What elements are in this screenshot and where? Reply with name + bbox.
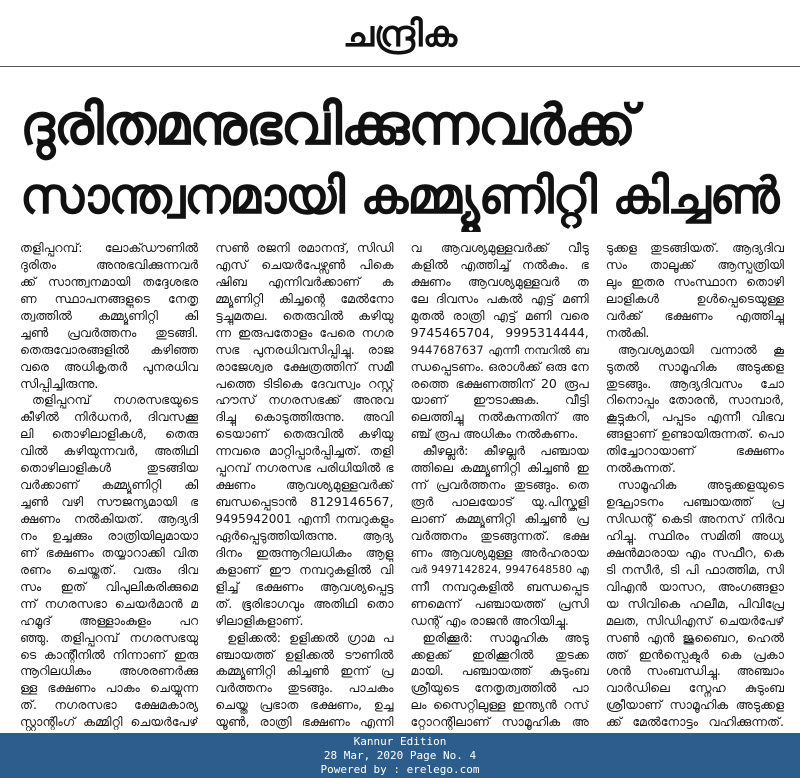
article-headline [20, 92, 782, 232]
article-line: ലം സൈറ്റിലുള്ള ഇന്ത്യൻ റസ് [410, 697, 589, 713]
article-line: ഹമൂദ് അള്ളാംകുളം പറ [20, 612, 199, 628]
article-line: നൽകി. [605, 324, 650, 340]
article-line: ദിച്ചു കൊടുത്തിരുന്നു. അവി [215, 409, 394, 425]
article-line: നം ഉച്ചക്കും രാത്രിയിലുമായാ [20, 527, 199, 543]
article-paragraph [20, 240, 198, 392]
article-paragraph [606, 342, 784, 478]
article-line: ലേ ദിവസം പകൽ എട്ട് മണി [410, 290, 589, 306]
article-line: ഴിലാളികളാണ്. [215, 612, 304, 628]
article-line: ത്തിലെ കമ്മ്യൂണിറ്റി കിച്ചൺ ഇ [410, 460, 589, 476]
article-line: യാണ് ഈടാക്കുക. വീട്ടി [410, 392, 589, 408]
article-line: ശ്രീയാണ് സാമൂഹിക അടുക്കള [605, 697, 784, 713]
newspaper-masthead: ചന്ദ്രിക [342, 14, 458, 55]
article-body [20, 240, 784, 732]
article-line: ന്നൂറിലധികം അശരണർക്കു [20, 663, 199, 679]
article-line: ലാണ് കമ്മ്യൂണിറ്റി കിച്ചൺ പ്ര [410, 511, 589, 526]
masthead-divider [0, 66, 800, 67]
article-line: സിപ്പിച്ചിരുന്നു. [20, 375, 99, 391]
article-line: രാജേശ്വര ക്ഷേത്രത്തിന് സമീ [215, 358, 394, 374]
article-line: ച്ചൺ പ്രവർത്തനം തുടങ്ങി. [20, 324, 199, 340]
article-line: ങ്ങളാണ് ഉണ്ടായിരുന്നത്. പൊ [605, 426, 784, 442]
article-line: വർക്ക് ഭക്ഷണം എത്തിച്ചു [605, 307, 784, 323]
article-line: ഉളിക്കൽ: ഉളിക്കൽ ഗ്രാമ പ [227, 629, 394, 645]
article-line: ഞ്ഞു. തളിപ്പറമ്പ് നഗരസഭയു [20, 629, 199, 645]
article-line: മലത, സിഡിഎസ് ചെയർപേഴ് [605, 613, 784, 628]
article-line: ടി നസീർ, ടി പി ഫാത്തിമ, സി [605, 561, 784, 577]
article-line: സിഡന്റ് കെടി അനസ് നിർവ [605, 511, 784, 526]
article-line: തുടങ്ങും. ആദ്യദിവസം ചോ [605, 375, 784, 391]
article-line: ടെ കാന്റീനിൽ നിന്നാണ് ഇരു [20, 646, 199, 662]
article-line: സൺ രജനി രമാനന്ദ്, സിഡി [215, 240, 394, 255]
article-line: ക്ഷണം ആവശ്യമുള്ളവർ ത [410, 273, 589, 289]
article-line: ക്ഷണം ആവശ്യമുള്ളവർക്ക് [215, 477, 394, 493]
article-line: വർത്തനം തുടങ്ങും. പാചകം [215, 680, 394, 696]
article-line: പത്തെ ടിടികെ ദേവസ്വം റസ്റ്റ് [215, 375, 394, 391]
article-line: ടുതൽ സാമൂഹിക അടുക്കള [605, 358, 784, 374]
article-line: സം താലൂക്ക് ആസ്പത്രിയി [605, 256, 784, 272]
article-line: ലി തൊഴിലാളികൾ, തെരു [20, 426, 199, 442]
article-line: ദുരിതം അനുഭവിക്കുന്നവർ [20, 256, 199, 272]
article-line: കമ്മ്യൂണിറ്റി കിച്ചൺ ഇന്ന് പ്ര [215, 663, 394, 679]
article-line: ദിനം ഇരുന്നൂറിലധികം ആളു [215, 544, 394, 560]
article-line: നൽകുന്നത്. [605, 460, 676, 476]
article-line: ചെയ്ത പ്രഭാത ഭക്ഷണം, ഉച്ച [215, 697, 394, 713]
article-paragraph [20, 392, 198, 731]
article-line: ട്ടച്ചുമതല. തെരുവിൽ കഴിയു [215, 307, 394, 323]
article-line: മ്മ്യൂണിറ്റി കിച്ചന്റെ മേൽനോ [215, 290, 394, 306]
article-line: ഡന്റ് എം രാജൻ അറിയിച്ചു. [410, 612, 569, 628]
article-line: ഹൗസ് നഗരസഭക്ക് അനുവ [215, 392, 394, 408]
article-line: ശൻ സംബന്ധിച്ചു. അഞ്ചാം [605, 663, 784, 679]
article-line: ത്ത് ഇൻസ്പെക്ടർ കെ പ്രകാ [605, 646, 784, 662]
article-line: തെരുവോരങ്ങളിൽ കഴിഞ്ഞ [20, 341, 199, 357]
article-line: രത്തെ ഭക്ഷണത്തിന് 20 രൂപ [410, 375, 589, 391]
article-paragraph [411, 443, 589, 629]
article-line: പ്പറമ്പ് നഗരസഭ പരിധിയിൽ ഭ [215, 460, 394, 476]
article-line: തളിപ്പറമ്പ് നഗരസഭയുടെ [32, 392, 199, 408]
article-line: കളാണ് ഈ നമ്പറുകളിൽ വി [215, 561, 394, 577]
footer-edition: Kannur Edition [353, 735, 447, 748]
article-line: ക്ക് മേൽനോട്ടം വഹിക്കുന്നത്. [605, 714, 784, 730]
article-paragraph [606, 240, 784, 342]
article-line: ലും ഇതര സംസ്ഥാന തൊഴി [605, 273, 784, 289]
article-line: രൂർ പാലയോട് യു.പിസ്കൂളി [410, 494, 589, 510]
article-line: ടുക്കള തുടങ്ങിയത്. ആദ്യദിവ [605, 240, 784, 255]
article-line: ത്. ഭൂരിഭാഗവും അതിഥി തൊ [215, 595, 394, 611]
article-line: 9447687637 എന്നീ നമ്പറിൽ ബ [410, 342, 589, 357]
article-line: വിൽ കഴിയുന്നവർ, അതിഥി [20, 443, 199, 459]
article-line: ടെയാണ് തെരുവിൽ കഴിയു [215, 426, 394, 442]
article-line: ഞ്ച് രൂപ അധികം നൽകണം. [410, 426, 579, 442]
article-line: ന്ന് പ്രവർത്തനം തുടങ്ങും. തെ [410, 477, 589, 493]
article-paragraph [411, 630, 589, 732]
article-line: ന്ന ഇരുപതോളം പേരെ നഗര [215, 324, 394, 340]
article-line: ലാളികൾ ഉൾപ്പെടെയുള്ള [605, 290, 784, 306]
article-line: വാർഡിലെ സ്നേഹ കുടുംബ [605, 680, 784, 696]
article-line: ശ്രീയുടെ നേതൃത്വത്തിൽ പാ [410, 680, 589, 696]
article-line: ന്ധപ്പെടണം. ഒരാൾക്ക് ഒരു നേ [410, 358, 589, 374]
footer-date-page: 28 Mar, 2020 Page No. 4 [323, 749, 477, 762]
article-column [215, 240, 393, 732]
article-line: ന്നീ നമ്പറുകളിൽ ബന്ധപ്പെട [410, 578, 589, 594]
article-line: വർത്തനം തുടങ്ങുന്നത്. ഭക്ഷ [410, 527, 589, 543]
article-line: ക്ക് സാന്ത്വനമായി തദ്ദേശഭര [20, 273, 199, 289]
article-line: ആവശ്യമായി വന്നാൽ കൂ [617, 341, 784, 357]
article-line: ത്വത്തിൽ കമ്മ്യൂണിറ്റി കി [20, 307, 199, 323]
article-line: ണമെന്ന് പഞ്ചായത്ത് പ്രസി [410, 595, 589, 611]
article-column [411, 240, 589, 732]
article-line: വ ആവശ്യമുള്ളവർക്ക് വീടു [410, 240, 589, 255]
article-line: തിച്ചോറായാണ് ഭക്ഷണം [605, 443, 784, 459]
article-line: തൊഴിലാളികൾ തുടങ്ങിയ [20, 460, 199, 476]
article-line: യൂൺ, രാത്രി ഭക്ഷണം എന്നി [215, 714, 394, 730]
article-line: ലെത്തിച്ചു നൽകുന്നതിന് അ [410, 409, 589, 425]
article-line: ണ് ഭക്ഷണം തയ്യാറാക്കി വിത [20, 544, 199, 560]
article-line: മായി. പഞ്ചായത്ത് കുടുംബ [410, 663, 589, 679]
article-line: മുതൽ രാത്രി എട്ട് മണി വരെ [410, 307, 589, 323]
article-column [606, 240, 784, 732]
article-line: ഇരിക്കൂർ: സാമൂഹിക അടു [422, 629, 589, 645]
article-line: രണം ചെയ്തത്. വരും ദിവ [20, 561, 199, 577]
article-line: 9745465704, 9995314444, [410, 324, 589, 340]
article-line: ഉദ്ഘാടനം പഞ്ചായത്ത് പ്ര [605, 494, 784, 510]
article-line: കൂട്ടുകറി, പപ്പടം എന്നീ വിഭവ [605, 409, 784, 425]
article-line: റ്റോറന്റിലാണ് സാമൂഹിക അ [410, 714, 589, 730]
article-line: ഏർപ്പെടുത്തിയിരുന്നു. ആദ്യ [215, 527, 394, 543]
article-line: കീഴിൽ നിർധനർ, ദിവസക്കൂ [20, 409, 199, 425]
article-line: സഭ പുനരധിവസിപ്പിച്ചു. രാജ [215, 341, 394, 357]
article-line: ളിച്ച് ഭക്ഷണം ആവശ്യപ്പെട്ട [215, 578, 394, 594]
article-line: തളിപ്പറമ്പ്: ലോക്ഡൗണിൽ [20, 240, 199, 255]
article-line: ക്ഷണം നൽകിയത്. ആദ്യദി [20, 511, 199, 526]
article-line: സൺ എൻ ജുബൈറ, ഹെൽ [605, 629, 784, 645]
article-column [20, 240, 198, 732]
article-paragraph [215, 630, 393, 732]
footer-powered-by: Powered by : erelego.com [320, 763, 480, 776]
article-line: ക്കളക്ക് ഇരിക്കൂറിൽ തുടക്ക [410, 646, 589, 662]
article-line: സ്റ്റാന്റിംഗ് കമ്മിറ്റി ചെയർപേഴ് [20, 714, 199, 730]
article-line: കളിൽ എത്തിച്ച് നൽകും. ഭ [410, 256, 589, 272]
article-line: ഷിബ എന്നിവർക്കാണ് ക [215, 273, 394, 289]
article-line: ത്. നഗരസഭാ ക്ഷേമകാര്യ [20, 697, 199, 713]
article-line: ക്ഷൻമാരായ എം സഫീറ, കെ [605, 544, 784, 560]
article-line: സം ഇത് വിപുലികരിക്കുമെ [20, 578, 199, 594]
article-line: ണ സ്ഥാപനങ്ങളുടെ നേതൃ [20, 290, 199, 306]
article-line: വർക്കാണ് കമ്മ്യൂണിറ്റി കി [20, 477, 199, 493]
article-line: ച്ചൺ വഴി സൗജന്യമായി ഭ [20, 494, 199, 510]
article-line: ണം ആവശ്യമുള്ള അർഹരായ [410, 544, 589, 560]
article-line: 9495942001 എന്നീ നമ്പറുകളും [215, 512, 394, 526]
article-line: വർ 9497142824, 9947648580 എ [410, 563, 589, 576]
article-line: വിഎൻ യാസറ, അംഗങ്ങളാ [605, 578, 784, 594]
article-line: സാമൂഹിക അടുക്കളയുടെ [617, 477, 784, 493]
article-paragraph [411, 240, 589, 443]
article-line: ന്നവരെ മാറ്റിപ്പാർപ്പിച്ചത്. തളി [215, 443, 394, 459]
article-paragraph [215, 240, 393, 630]
edition-footer [0, 733, 800, 778]
article-line: ബന്ധപ്പെടാൻ 8129146567, [215, 494, 394, 510]
headline-line-1: ദുരിതമനുഭവിക്കുന്നവർക്ക് [20, 93, 636, 158]
article-line: ഞ്ചായത്ത് ഉളിക്കൽ ടൗണിൽ [215, 646, 394, 662]
article-line: ന്ന് നഗരസഭാ ചെയർമാൻ മ [20, 595, 199, 611]
article-line: എസ് ചെയർപേഴ്സൺ പികെ [215, 256, 394, 272]
article-line: വരെ അധികൃതർ പുനരധിവ [20, 358, 199, 374]
article-paragraph [606, 477, 784, 731]
article-line: കീഴല്ലൂർ: കീഴല്ലൂർ പഞ്ചായ [422, 443, 589, 459]
article-line: ള്ള ഭക്ഷണം പാകം ചെയ്യുന്ന [20, 680, 199, 696]
article-line: ഹിച്ചു. സ്ഥിരം സമിതി അധ്യ [605, 527, 784, 543]
article-line: റിനൊപ്പം തോരൻ, സാമ്പാർ, [605, 392, 784, 408]
article-line: യ സിവികെ ഹലീമ, പിവിപ്രേ [605, 595, 784, 611]
headline-line-2: സാന്ത്വനമായി കമ്മ്യൂണിറ്റി കിച്ചൺ [20, 167, 779, 225]
